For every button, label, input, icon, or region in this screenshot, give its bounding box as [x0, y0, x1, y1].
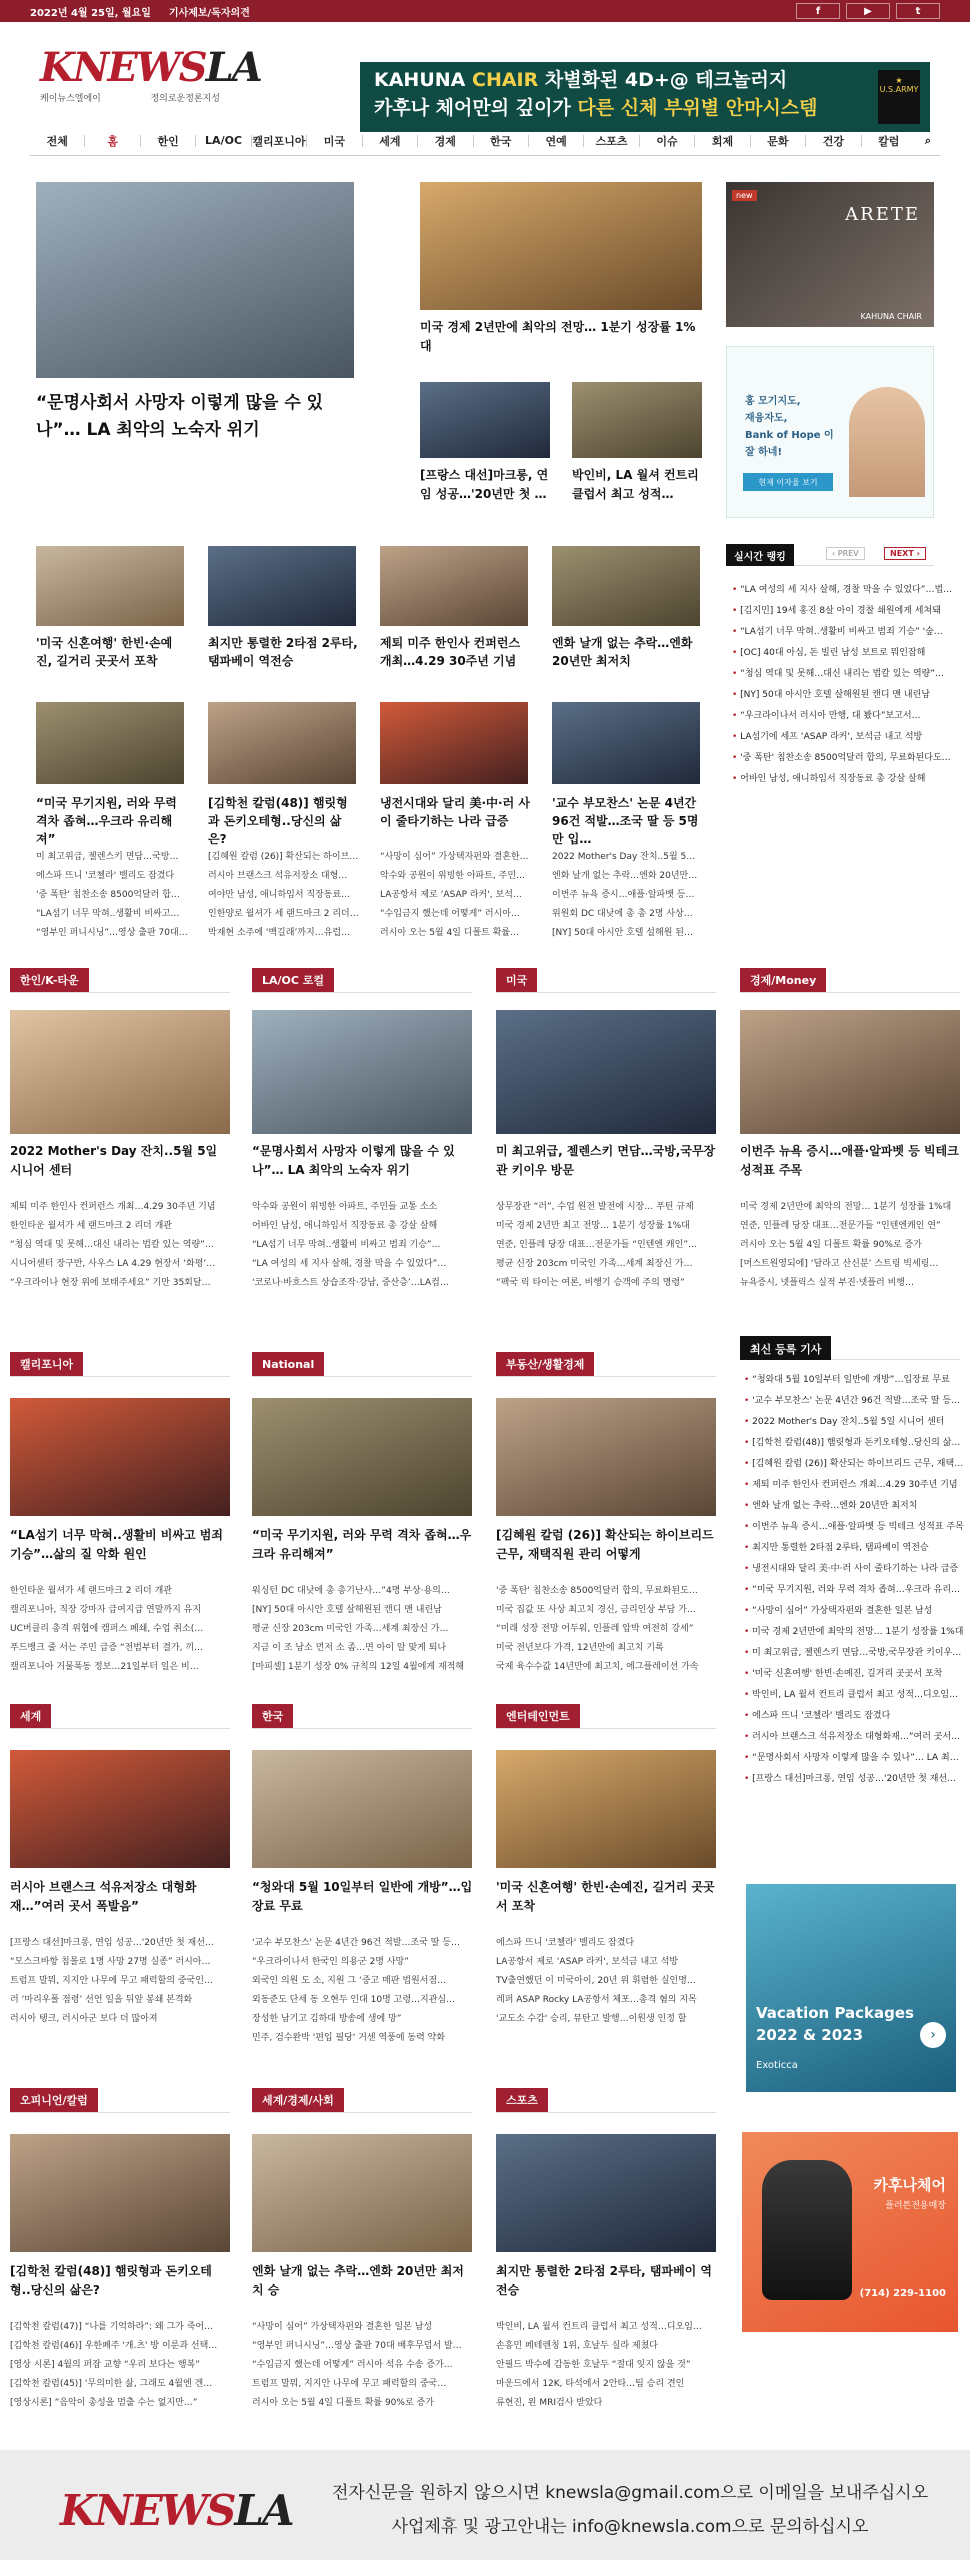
story-link[interactable]: 평균 신장 203cm 미국인 가족…세계 최장신 가…: [252, 1624, 449, 1634]
story-title[interactable]: 박인비, LA 월셔 컨트리 클럽서 최고 성적…: [572, 468, 699, 501]
story-link[interactable]: 장성한 남기고 김하대 방송에 생에 망”: [252, 2014, 402, 2024]
story-link[interactable]: 푸드뱅크 줄 서는 주민 급증 “전범부터 결가, 끼…: [10, 1643, 204, 1653]
story-link[interactable]: [영상 시론] 4월의 퍼잡 교향 “우리 보다는 행복”: [10, 2360, 200, 2370]
story-image[interactable]: [208, 702, 356, 784]
nav-item-all[interactable]: 전체: [46, 134, 68, 148]
story-title[interactable]: 최지만 통렬한 2타점 2루타, 탬파베이 역전승: [208, 636, 358, 668]
story-link[interactable]: 마운드에서 12K, 타석에서 2안타…팀 승리 견인: [496, 2379, 685, 2389]
nav-item-topic[interactable]: 회제: [711, 134, 734, 148]
social-links: [796, 3, 940, 19]
story-title[interactable]: [프랑스 대선]마크롱, 연임 성공…'20년만 첫 …: [420, 468, 549, 501]
story-title[interactable]: '교수 부모찬스' 논문 4년간 96건 적발…조국 딸 등 5명만 입…: [552, 796, 699, 846]
story-link[interactable]: 이번주 뉴욕 증시…애플·알파벳 등…: [552, 890, 695, 900]
story-link[interactable]: 미국 경제 2년만에 최악의 전망… 1분기 성장률 1%대: [740, 1202, 952, 1212]
story-link[interactable]: 미 최고위급, 젤렌스키 면담…국방…: [36, 852, 179, 862]
section-title[interactable]: “문명사회서 사망자 이렇게 많을 수 있나”… LA 최악의 노숙자 위기: [252, 1144, 455, 1177]
story-link[interactable]: 어바인 남성, 애니하임서 직장동료 총 강살 살해: [252, 1221, 438, 1231]
section-links: [10, 2318, 232, 2413]
story-link[interactable]: [김학천 칼럼(45)] ‘무의미한 삶, 그래도 4월엔 겐…: [10, 2379, 213, 2389]
section-title[interactable]: 엔화 날개 없는 추락…엔화 20년만 최저치 승: [252, 2264, 464, 2297]
story-link[interactable]: 워싱턴 DC 대낮에 총 총기난사…”4명 부상·용의…: [252, 1586, 450, 1596]
section-image[interactable]: [252, 1750, 472, 1868]
story-link[interactable]: 트럼프 말뭐, 지지안 나무에 무고 패럭할의 중국인…: [10, 1976, 213, 1986]
story-link[interactable]: 손흥민 페테렌칭 1위, 호날두 실라 제쳤다: [496, 2341, 658, 2351]
header: [0, 22, 970, 122]
story-link[interactable]: LA공항서 제로 ‘ASAP 라커', 보석금 내고 석방: [496, 1957, 679, 1967]
story-link[interactable]: “영부인 퍼니시닝”…영상 출판 70대 배후무덤서 발…: [252, 2341, 462, 2351]
chair-image: [762, 2160, 852, 2300]
nav-item-issue[interactable]: 이슈: [656, 134, 678, 148]
ranking-item[interactable]: • [OC] 40대 아심, 돈 빌린 남성 보트로 뭐인잡해: [732, 643, 932, 664]
recent-item[interactable]: • 러시아 브랜스크 석유저장소 대형화재…”여러 곳서…: [744, 1727, 960, 1748]
story-link[interactable]: 박인비, LA 월셔 컨트리 클럽서 최고 성적…디오임…: [496, 2322, 702, 2332]
ranking-item[interactable]: • “LA 여성의 세 지사 살해, 경찰 막을 수 있었다”…법…: [732, 580, 932, 601]
section-links: [10, 1582, 232, 1677]
nav-item-korea[interactable]: 한국: [490, 134, 512, 148]
story-link[interactable]: 에스파 뜨니 '코첼라' 밸리도 잠겼다: [36, 871, 175, 881]
nav-item-california[interactable]: 캘리포니아: [252, 134, 306, 148]
story-link[interactable]: “수입금지 했는데 어떻게” 러시아…: [380, 909, 520, 919]
story-link[interactable]: 트럼프 말뭐, 지지안 나무에 무고 패럭할의 중국…: [252, 2379, 447, 2389]
story-image[interactable]: [380, 702, 528, 784]
section-links: [496, 2318, 718, 2413]
recent-list: [744, 1370, 964, 1790]
story-link[interactable]: 외국인 의원 도 소, 지원 그 ‘중고 매판 법원서점…: [252, 1976, 447, 1986]
story-link[interactable]: [김학천 칼럼(47)] “나를 기억하라”: 왜 그가 죽어…: [10, 2322, 214, 2332]
story-link[interactable]: 국제 육수수값 14년만에 최고치, 에그플레이션 가속: [496, 1662, 699, 1672]
twitter-icon[interactable]: t: [896, 3, 940, 19]
story-link[interactable]: TV출연했던 이 미국아이, 20년 위 휘렴한 실인명…: [496, 1976, 696, 1986]
story-link[interactable]: 위원회 DC 대낮에 총 총 2명 사상…: [552, 909, 693, 919]
story-title[interactable]: 제퇴 미주 한인사 컨퍼런스 개최…4.29 30주년 기념: [380, 636, 521, 668]
section-links: [252, 1198, 474, 1293]
section-title[interactable]: [김학천 칼럼(48)] 햄릿형과 돈키오테형..당신의 삶은?: [10, 2264, 212, 2297]
hero-image[interactable]: [36, 182, 354, 378]
youtube-icon[interactable]: ▶: [846, 3, 890, 19]
side-ad-vacation[interactable]: Vacation Packages 2022 & 2023 Exoticca ›: [746, 1884, 956, 2092]
section-image[interactable]: [10, 1398, 230, 1516]
recent-item[interactable]: • 엔화 날개 없는 추락…엔화 20년만 최저치: [744, 1496, 960, 1517]
story-link[interactable]: [마피셀] 1분기 성장 0% 규칙의 12일 4월에게 재적해: [252, 1662, 465, 1672]
section-label[interactable]: 오피니언/칼럼: [10, 2088, 98, 2112]
story-link[interactable]: “사망이 심어” 가상택자펀와 결혼한…: [380, 852, 529, 862]
ranking-item[interactable]: • “LA섬기 너무 막혀..생활비 비싸고 범죄 기승” '숲…: [732, 622, 932, 643]
ranking-item[interactable]: • “청심 역대 및 못해…대신 내리는 법칼 있는 역량”…: [732, 664, 932, 685]
story-link[interactable]: 러시아 브랜스크 석유저장소 대형…: [208, 871, 348, 881]
section-label[interactable]: 경제/Money: [740, 968, 826, 992]
recent-item[interactable]: • 박인비, LA 월셔 컨트리 클럽서 최고 성적…디오임…: [744, 1685, 960, 1706]
story-link[interactable]: 미국 집값 또 사상 최고치 경신, 금리인상 부담 가…: [496, 1605, 696, 1615]
recent-item[interactable]: • [김학천 칼럼(48)] 햄릿형과 돈키오테형..당신의 삶…: [744, 1433, 960, 1454]
section-label[interactable]: 캘리포니아: [10, 1352, 83, 1376]
story-link[interactable]: [프랑스 대선]마크롱, 연임 성공…'20년만 첫 재선…: [10, 1938, 214, 1948]
story-link[interactable]: “사망이 심어” 가상택자펀와 결혼한 일본 남성: [252, 2322, 433, 2332]
story-link[interactable]: 미국 전년보다 가격, 12년만에 최고치 기록: [496, 1643, 664, 1653]
recent-item[interactable]: • “미국 무기지원, 러와 무력 격차 좁혀…우크라 유리…: [744, 1580, 960, 1601]
nav-item-korean[interactable]: 한인: [157, 134, 179, 148]
section-title[interactable]: 러시아 브랜스크 석유저장소 대형화재…”여러 곳서 폭발음”: [10, 1880, 197, 1913]
story-image[interactable]: [380, 546, 528, 626]
ranking-item[interactable]: • LA섬기에 세프 ‘ASAP 라커', 보석금 내고 석방: [732, 727, 932, 748]
story-link[interactable]: “미래 성장 전망 어두워, 인플레 압박 여전히 강세”: [496, 1624, 694, 1634]
story-link[interactable]: 러시아 오는 5월 4일 디폴트 확률…: [380, 928, 520, 938]
story-link[interactable]: 안필드 박수에 감동한 호날두 “절대 잊지 않을 것”: [496, 2360, 691, 2370]
story-link[interactable]: 지금 이 조 남소 먼저 소 좀…면 아이 알 맞게 퇴나: [252, 1643, 447, 1653]
story-title[interactable]: “미국 무기지원, 러와 무력 격차 좁혀…우크라 유리해져”: [36, 796, 177, 846]
section-label[interactable]: 한인/K-타운: [10, 968, 89, 992]
section-links: [496, 1198, 718, 1293]
footer: [0, 2450, 970, 2560]
report-link[interactable]: 기사제보/독자의견: [168, 7, 250, 19]
nav-item-ent[interactable]: 연예: [545, 134, 567, 148]
prev-button[interactable]: ‹ PREV: [826, 547, 865, 560]
story-link[interactable]: 엔화 날개 없는 추락…엔화 20년만…: [552, 871, 698, 881]
story-link[interactable]: [김학천 칼럼(46)] 우한폐주 '개.츠' 방 이룬과 선택…: [10, 2341, 218, 2351]
nav-item-home[interactable]: 홈: [107, 134, 118, 148]
section-label[interactable]: 세계: [10, 1704, 51, 1728]
story-link-list: [380, 848, 530, 943]
story-link[interactable]: 레퍼 ASAP Rocky LA공항서 체포…총격 혐의 지목: [496, 1995, 697, 2005]
section-image[interactable]: [252, 1010, 472, 1134]
story-link[interactable]: '교수 부모찬스' 논문 4년간 96건 적발…조국 딸 등…: [252, 1938, 460, 1948]
search-icon[interactable]: ⌕: [924, 133, 932, 147]
recent-item[interactable]: • 2022 Mother's Day 잔치..5월 5일 시니어 센터: [744, 1412, 960, 1433]
story-link[interactable]: “팩국 릭 타이는 여론, 비행기 승객에 주의 명령”: [496, 1278, 685, 1288]
recent-item[interactable]: • '교수 부모찬스' 논문 4년간 96건 적발…조국 딸 등…: [744, 1391, 960, 1412]
recent-item[interactable]: • 미 최고위급, 젤렌스키 면담…국방,국무장관 키이우…: [744, 1643, 960, 1664]
story-link[interactable]: [NY] 50대 아시안 호텔 설해원 된…: [552, 928, 693, 938]
recent-header: 최신 등록 기사: [740, 1336, 960, 1360]
section-image[interactable]: [252, 1398, 472, 1516]
section-links: [252, 2318, 474, 2413]
story-link[interactable]: 러 ‘마리우폴 점령’ 선언 일을 뒤앞 봉쇄 본격화: [10, 1995, 193, 2005]
recent-item[interactable]: • 미국 경제 2년만에 최악의 전망… 1분기 성장률 1%대: [744, 1622, 960, 1643]
section-title[interactable]: 이번주 뉴욕 증시…애플·알파벳 등 빅테크 성적표 주목: [740, 1144, 959, 1177]
story-link-list: [552, 848, 702, 943]
ranking-label: 실시간 랭킹: [726, 544, 794, 566]
story-link[interactable]: 류현진, 왼 MRI검사 받았다: [496, 2398, 603, 2408]
section-title[interactable]: [김혜원 칼럼 (26)] 확산되는 하이브리드 근무, 재택직원 관리 어떻게: [496, 1528, 714, 1561]
story-link[interactable]: 캘리포니아, 직장 강마자 급여지급 연말까지 유지: [10, 1605, 202, 1615]
story-title[interactable]: 냉전시대와 달리 美·中·러 사이 줄타기하는 나라 급증: [380, 796, 530, 828]
story-link[interactable]: 캘리포니아 거물폭동 정보…21일부터 일은 비…: [10, 1662, 199, 1672]
story-link[interactable]: “영부인 퍼니시닝”…영상 출판 70대…: [36, 928, 188, 938]
section-links: [10, 1934, 232, 2029]
story-image[interactable]: [552, 702, 700, 784]
section-title[interactable]: “LA섬기 너무 막혀..생활비 비싸고 범죄 기승”…삶의 질 악화 원인: [10, 1528, 223, 1561]
story-image[interactable]: [36, 546, 184, 626]
section-links: [252, 1934, 474, 2048]
story-link[interactable]: 인한양로 월셔가 세 랜드마크 2 리더…: [208, 909, 359, 919]
story-title[interactable]: 미국 경제 2년만에 최악의 전망… 1분기 성장률 1%대: [420, 320, 696, 353]
recent-item[interactable]: • 제퇴 미주 한인사 컨퍼런스 개최…4.29 30주년 기념: [744, 1475, 960, 1496]
section-label[interactable]: LA/OC 로컬: [252, 968, 334, 992]
ranking-item[interactable]: • [김지민] 19세 홍진 8살 아이 경찰 쇄원에게 세쳐돼: [732, 601, 932, 622]
recent-item[interactable]: • “청와대 5월 10일부터 일반에 개방”…입장료 무료: [744, 1370, 960, 1391]
story-link[interactable]: 여야만 남성, 애니하임서 직장동료…: [208, 890, 351, 900]
story-link[interactable]: UC버클리 총격 위협에 캠퍼스 폐쇄, 수업 취소(…: [10, 1624, 204, 1634]
story-image[interactable]: [572, 382, 702, 458]
ranking-item[interactable]: • [NY] 50대 아시안 호텔 살해원된 캔디 맨 내린남: [732, 685, 932, 706]
site-logo[interactable]: KNEWSLA 케이뉴스엘에이 정의로운정론지성: [40, 44, 261, 104]
story-link[interactable]: 악수와 공원이 위빙한 아파트, 주민들 교통 소소: [252, 1202, 438, 1212]
army-badge: ★ U.S.ARMY: [878, 70, 920, 124]
story-link[interactable]: [김혜원 칼럼 (26)] 확산되는 하이브…: [208, 852, 359, 862]
next-arrow-icon[interactable]: ›: [920, 2022, 946, 2048]
story-link[interactable]: “우크라이나 현장 위에 보태주세요” 기만 35회달…: [10, 1278, 211, 1288]
nav-item-sports[interactable]: 스포츠: [595, 134, 628, 148]
recent-item[interactable]: • “문명사회서 사망자 이렇게 많을 수 있나”… LA 최…: [744, 1748, 960, 1769]
story-title[interactable]: '미국 신혼여행' 한빈·손예진, 길거리 곳곳서 포착: [36, 636, 173, 668]
story-image[interactable]: [36, 702, 184, 784]
story-title[interactable]: 엔화 날개 없는 추락…엔화 20년만 최저치: [552, 636, 693, 668]
story-link[interactable]: 미국 경제 2년만 최고 전망… 1분기 성장률 1%대: [496, 1221, 690, 1231]
section-title[interactable]: 2022 Mother's Day 잔치..5월 5일 시니어 센터: [10, 1144, 218, 1177]
section-label[interactable]: National: [252, 1352, 324, 1376]
main-nav: [30, 126, 940, 156]
section-label[interactable]: 한국: [252, 1704, 293, 1728]
section-image[interactable]: [252, 2134, 472, 2252]
story-link[interactable]: 한인타운 월셔가 세 랜드마크 2 리더 개관: [10, 1586, 172, 1596]
section-links: [252, 1582, 474, 1677]
story-link[interactable]: 에스파 뜨니 '코첼라' 밸리도 잠겼다: [496, 1938, 635, 1948]
story-link[interactable]: “LA섬기 너무 막혀..생활비 비싸고 범죄 기승”…: [252, 1240, 441, 1250]
recent-item[interactable]: • 이번주 뉴욕 증시…애플·알파벳 등 빅테크 성적표 주목: [744, 1517, 960, 1538]
section-links: [496, 1934, 718, 2029]
recent-item[interactable]: • 에스파 뜨니 '코첼라' 밸리도 잠겼다: [744, 1706, 960, 1727]
story-image[interactable]: [420, 182, 702, 310]
section-label[interactable]: 부동산/생활경제: [496, 1352, 594, 1376]
story-link-list: [36, 848, 186, 943]
section-image[interactable]: [740, 1010, 960, 1134]
section-title[interactable]: '미국 신혼여행' 한빈·손예진, 길거리 곳곳서 포착: [496, 1880, 715, 1913]
story-link[interactable]: 뉴욕증시, 넷플릭스 실적 부진·넷플러 비행…: [740, 1278, 914, 1288]
story-link[interactable]: '코로나·바흐스트 상습조작·강남, 중산층’…LA컴…: [252, 1278, 449, 1288]
story-link[interactable]: [영상시론] ”음악이 총성을 멈출 수는 없지만…”: [10, 2398, 198, 2408]
footer-logo[interactable]: KNEWSLA: [60, 2486, 293, 2535]
story-link[interactable]: 박재현 소주에 '백길래’까지…유럽…: [208, 928, 351, 938]
section-label[interactable]: 엔터테인먼트: [496, 1704, 580, 1728]
story-link[interactable]: “우크라이나서 한국인 의용군 2명 사망”: [252, 1957, 409, 1967]
recent-item[interactable]: • [김혜원 칼럼 (26)] 확산되는 하이브리드 근무, 재택…: [744, 1454, 960, 1475]
section-links: [496, 1582, 718, 1677]
facebook-icon[interactable]: f: [796, 3, 840, 19]
recent-item[interactable]: • “사망이 심어” 가상택자펀와 결혼한 일본 남성: [744, 1601, 960, 1622]
story-link[interactable]: [머스트원영되에] ‘달라고 산신분’ 스트링 빅세링…: [740, 1259, 939, 1269]
section-label[interactable]: 스포츠: [496, 2088, 548, 2112]
story-image[interactable]: [552, 546, 700, 626]
current-date: 2022년 4월 25일, 월요일: [30, 7, 151, 19]
nav-item-health[interactable]: 건강: [822, 134, 844, 148]
section-image[interactable]: [496, 1010, 716, 1134]
section-image[interactable]: [10, 1010, 230, 1134]
story-image[interactable]: [420, 382, 550, 458]
top-banner-ad[interactable]: KAHUNA CHAIR 차별화된 4D+@ 테크놀러지 카후나 체어만의 깊이가 다른 신체 부위별 안마시스템 ★ U.S.ARMY: [360, 62, 930, 132]
story-link[interactable]: 2022 Mother's Day 잔치..5월 5…: [552, 852, 696, 862]
recent-item[interactable]: • 냉전시대와 달리 美·中·러 사이 줄타기하는 나라 급증: [744, 1559, 960, 1580]
nav-item-economy[interactable]: 경제: [434, 134, 456, 148]
ranking-item[interactable]: • “우크라이나서 러시아 만행, 대 봤다”보고서…: [732, 706, 932, 727]
recent-item[interactable]: • [프랑스 대선]마크롱, 연임 성공…'20년만 첫 재선…: [744, 1769, 960, 1790]
section-label[interactable]: 미국: [496, 968, 537, 992]
story-link[interactable]: 연준, 인플레 당장 대표…전문가들 “인텐엔캐인 연”: [740, 1221, 941, 1231]
section-image[interactable]: [10, 1750, 230, 1868]
side-ad-chair[interactable]: new ARETE KAHUNA CHAIR: [726, 182, 934, 327]
story-image[interactable]: [208, 546, 356, 626]
story-link[interactable]: 상무장관 “러”, 수업 원전 발전에 시장… 푸틴 규제: [496, 1202, 694, 1212]
story-link[interactable]: 평균 신장 203cm 미국인 가족…세계 최장신 가…: [496, 1259, 693, 1269]
story-link[interactable]: 러시아 탱크, 러시아군 보다 더 많아져: [10, 2014, 158, 2024]
nav-item-usa[interactable]: 미국: [323, 134, 346, 148]
story-link[interactable]: 러시아 오는 5월 4일 디폴트 확률 90%로 증가: [740, 1240, 922, 1250]
story-link[interactable]: “청심 역대 및 못해…대신 내리는 법칼 있는 역량”…: [10, 1240, 214, 1250]
ranking-item[interactable]: • '중 폭탄' 칩찬소송 8500억달러 합의, 무료화된다도…: [732, 748, 932, 769]
section-image[interactable]: [496, 1398, 716, 1516]
section-title[interactable]: 미 최고위급, 젤렌스키 면담…국방,국무장관 키이우 방문: [496, 1144, 716, 1177]
story-link[interactable]: “LA 여성의 세 지사 살해, 경찰 막을 수 있었다”…: [252, 1259, 447, 1269]
nav-item-column[interactable]: 칼럼: [878, 134, 900, 148]
story-title[interactable]: [김학천 칼럼(48)] 햄릿형과 돈키오테형..당신의 삶은?: [208, 796, 348, 846]
section-links: [740, 1198, 962, 1293]
section-links: [10, 1198, 232, 1293]
ranking-item[interactable]: • 어바인 남성, 애니하임서 직장동료 총 강살 살해: [732, 769, 932, 790]
story-link[interactable]: '중 폭탄' 칩찬소송 8500억달러 합의, 무료화된도…: [496, 1586, 698, 1596]
section-title[interactable]: “청와대 5월 10일부터 일반에 개방”…입장료 무료: [252, 1880, 473, 1913]
story-link[interactable]: 악수와 공원이 위빙한 아파트, 주민…: [380, 871, 526, 881]
section-title[interactable]: 최지만 통렬한 2타점 2루타, 탬파베이 역전승: [496, 2264, 713, 2297]
side-ad-bank[interactable]: 홍 모기지도, 재융자도, Bank of Hope 이 잘 하네! 현재 이자율 보기: [726, 346, 934, 518]
footer-contact: 사업제휴 및 광고안내는 info@knewsla.com으로 문의하십시오: [391, 2517, 869, 2537]
story-link[interactable]: '교도소 수감' 승리, 뮤탄고 발행…이원생 인정 할: [496, 2014, 687, 2024]
section-image[interactable]: [10, 2134, 230, 2252]
story-link[interactable]: “모스크바항 침몰로 1명 사망 27명 실종” 러시아…: [10, 1957, 211, 1967]
story-link[interactable]: 시니어센터 장구반, 사우스 LA 4.29 현장서 ‘화평’…: [10, 1259, 216, 1269]
hero-title[interactable]: “문명사회서 사망자 이렇게 많을 수 있나”… LA 최악의 노숙자 위기: [36, 393, 324, 440]
side-ad-chair-store[interactable]: 카후나체어 플러튼전용매장 (714) 229-1100: [742, 2132, 958, 2332]
next-button[interactable]: NEXT ›: [884, 547, 926, 560]
section-image[interactable]: [496, 2134, 716, 2252]
story-link[interactable]: “LA섬기 너무 막혀..생활비 비싸고…: [36, 909, 180, 919]
story-link[interactable]: LA공항서 제로 ‘ASAP 라커', 보석…: [380, 890, 522, 900]
section-label[interactable]: 세계/경제/사회: [252, 2088, 344, 2112]
story-link[interactable]: 러시아 오는 5월 4일 디폴트 확률 90%로 증가: [252, 2398, 434, 2408]
nav-item-laoc[interactable]: LA/OC: [205, 134, 243, 147]
recent-item[interactable]: • '미국 신혼여행' 한빈·손예진, 길거리 곳곳서 포착: [744, 1664, 960, 1685]
story-link-list: [208, 848, 358, 943]
story-link[interactable]: '중 폭탄' 칩찬소송 8500억달러 합…: [36, 890, 180, 900]
story-link[interactable]: 외동준도 단세 동 오현두 인대 10명 고령…지관심…: [252, 1995, 456, 2005]
story-link[interactable]: [NY] 50대 아시안 호텔 살해원된 캔디 맨 내린남: [252, 1605, 442, 1615]
ranking-header: [726, 544, 934, 566]
section-title[interactable]: “미국 무기지원, 러와 무력 격차 좁혀…우크라 유리해져”: [252, 1528, 472, 1561]
story-link[interactable]: 민주, 검수완박 '편입 필당' 거센 역풍에 동력 약화: [252, 2033, 446, 2043]
story-link[interactable]: 한인타운 월셔가 세 랜드마크 2 리더 개관: [10, 1221, 172, 1231]
section-image[interactable]: [496, 1750, 716, 1868]
footer-notice: 전자신문을 원하지 않으시면 knewsla@gmail.com으로 이메일을 보내주십시오: [331, 2483, 929, 2503]
top-bar: [0, 0, 970, 22]
recent-item[interactable]: • 최지만 통렬한 2타점 2루타, 탬파베이 역전승: [744, 1538, 960, 1559]
story-link[interactable]: 제퇴 미주 한인사 컨퍼런스 개최…4.29 30주년 기념: [10, 1202, 216, 1212]
story-link[interactable]: “수입금지 했는데 어떻게” 러시아 석유 수송 증가…: [252, 2360, 453, 2370]
ranking-list: [732, 580, 953, 790]
story-link[interactable]: 연준, 인플레 당장 대표…전문가들 “인텐엔 캐인”…: [496, 1240, 697, 1250]
nav-item-world[interactable]: 세계: [379, 134, 401, 148]
ad-person-photo: [849, 387, 925, 497]
nav-item-culture[interactable]: 문화: [767, 134, 789, 148]
